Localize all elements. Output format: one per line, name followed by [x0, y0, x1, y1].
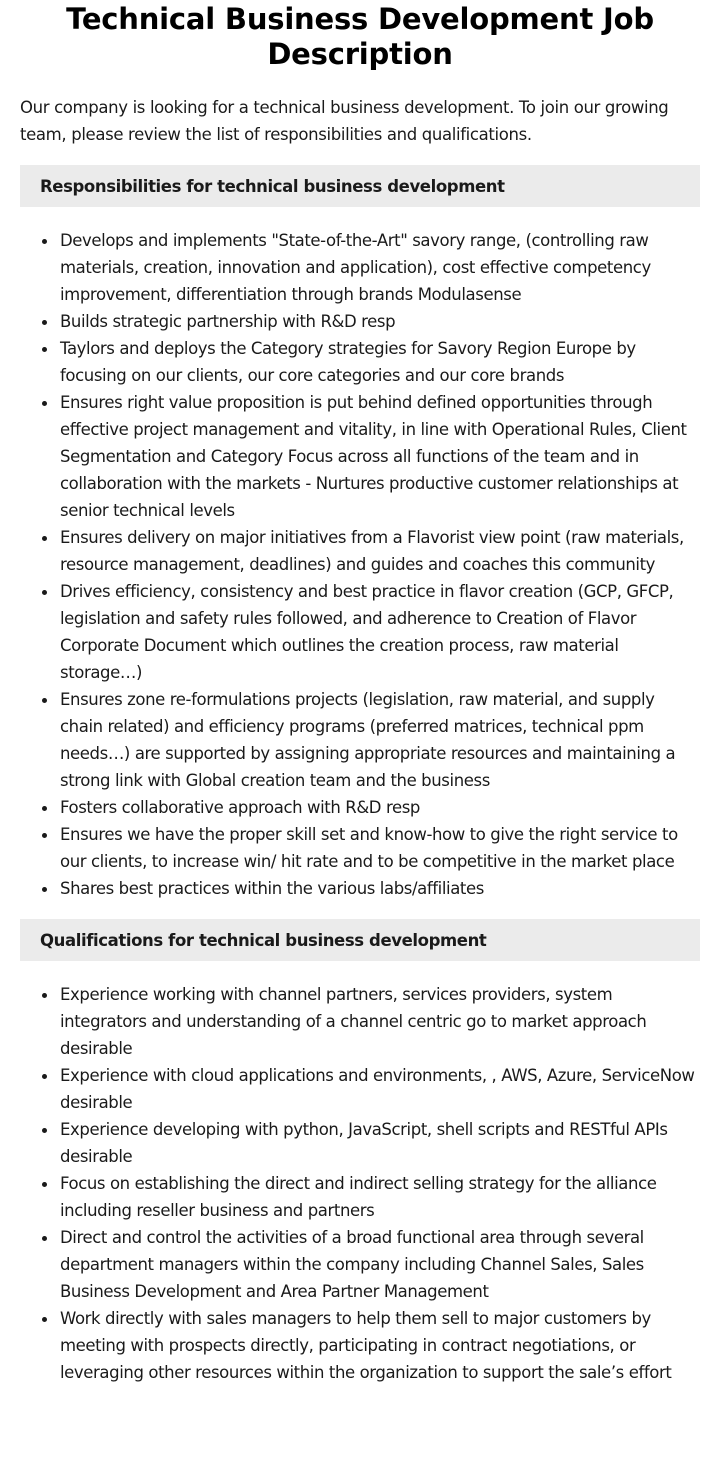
list-item: Ensures we have the proper skill set and know-how to give the right service to our clients, to increase win/ hit rate and to be competitive in the market place: [60, 821, 700, 875]
page-title: Technical Business Development Job Description: [66, 2, 654, 71]
list-item: Fosters collaborative approach with R&D resp: [60, 794, 700, 821]
list-item: Work directly with sales managers to help them sell to major customers by meeting with prospects directly, participating in contract negotiations, or leveraging other resources within the organization to support the sale’s effort: [60, 1305, 700, 1386]
list-item: Experience developing with python, JavaScript, shell scripts and RESTful APIs desirable: [60, 1116, 700, 1170]
list-item: Direct and control the activities of a broad functional area through several department managers within the company including Channel Sales, Sales Business Development and Area Partner Management: [60, 1224, 700, 1305]
responsibilities-list: [20, 227, 700, 902]
list-item: Ensures zone re-formulations projects (legislation, raw material, and supply chain related) and efficiency programs (preferred matrices, technical ppm needs…) are supported by assigning appropriate resources and maintaining a strong link with Global creation team and the business: [60, 686, 700, 794]
list-item: Experience with cloud applications and environments, , AWS, Azure, ServiceNow desirable: [60, 1062, 700, 1116]
list-item: Develops and implements "State-of-the-Art" savory range, (controlling raw materials, creation, innovation and application), cost effective competency improvement, differentiation through brands Modulasense: [60, 227, 700, 308]
list-item: Ensures right value proposition is put behind defined opportunities through effective project management and vitality, in line with Operational Rules, Client Segmentation and Category Focus across all functions of the team and in collaboration with the markets - Nurtures productive customer relationships at senior technical levels: [60, 389, 700, 524]
intro-paragraph: Our company is looking for a technical business development. To join our growing team, please review the list of responsibilities and qualifications.: [20, 98, 669, 144]
list-item: Drives efficiency, consistency and best practice in flavor creation (GCP, GFCP, legislation and safety rules followed, and adherence to Creation of Flavor Corporate Document which outlines the creation process, raw material storage…): [60, 578, 700, 686]
list-item: Shares best practices within the various labs/affiliates: [60, 875, 700, 902]
job-description-page: [0, 2, 720, 1386]
list-item: Taylors and deploys the Category strategies for Savory Region Europe by focusing on our clients, our core categories and our core brands: [60, 335, 700, 389]
list-item: Builds strategic partnership with R&D resp: [60, 308, 700, 335]
list-item: Experience working with channel partners, services providers, system integrators and understanding of a channel centric go to market approach desirable: [60, 981, 700, 1062]
list-item: Focus on establishing the direct and indirect selling strategy for the alliance including reseller business and partners: [60, 1170, 700, 1224]
responsibilities-heading: Responsibilities for technical business development: [20, 165, 700, 207]
qualifications-heading: Qualifications for technical business development: [20, 919, 700, 961]
list-item: Ensures delivery on major initiatives from a Flavorist view point (raw materials, resource management, deadlines) and guides and coaches this community: [60, 524, 700, 578]
qualifications-list: [20, 981, 700, 1386]
